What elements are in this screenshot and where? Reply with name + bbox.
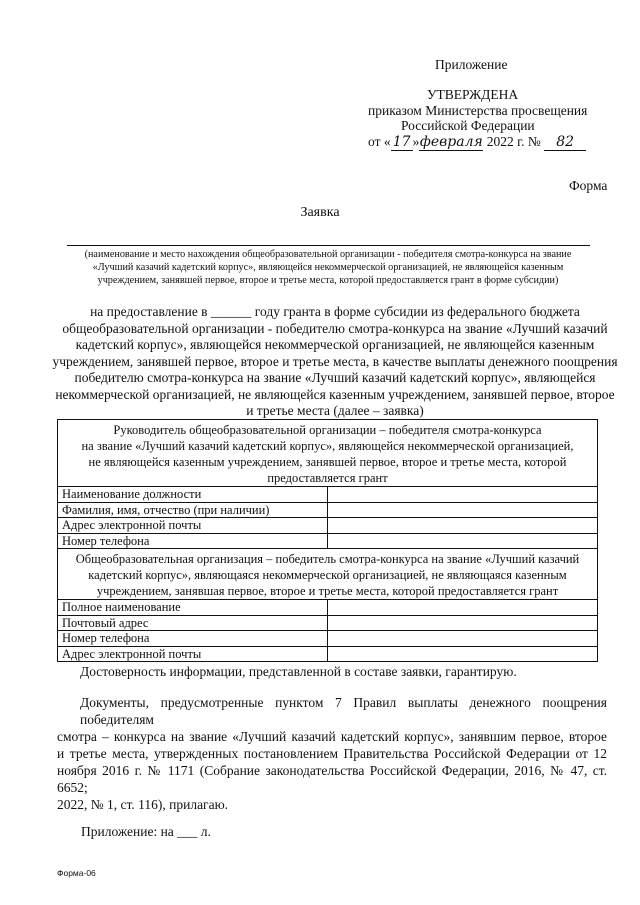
table-row bbox=[58, 615, 598, 631]
row-label: Адрес электронной почты bbox=[58, 518, 328, 534]
leader-section-header bbox=[58, 420, 598, 487]
value-cell[interactable] bbox=[328, 518, 598, 534]
documents-paragraph bbox=[57, 694, 607, 813]
organization-section-header bbox=[58, 549, 598, 600]
documents-line: 2022, № 1, ст. 116), прилагаю. bbox=[57, 797, 229, 812]
table-row bbox=[58, 600, 598, 616]
documents-line: ноября 2016 г. № 1171 (Собрание законодательства Российской Федерации, 2016, № 47, ст. 6652; bbox=[57, 763, 607, 795]
date-mid: » bbox=[412, 134, 420, 149]
table-row bbox=[58, 533, 598, 549]
row-label: Фамилия, имя, отчество (при наличии) bbox=[58, 502, 328, 518]
request-text bbox=[40, 304, 630, 420]
header-line: учреждением, занявшая первое, второе и третье места, которой предоставляется грант bbox=[96, 584, 559, 598]
request-line: кадетский корпус», являющейся некоммерческой организацией, не являющейся казенным bbox=[75, 337, 595, 352]
guarantee-text: Достоверность информации, представленной в составе заявки, гарантирую. bbox=[80, 664, 517, 679]
form-label: Форма bbox=[569, 178, 608, 193]
date-month: февраля bbox=[419, 134, 483, 150]
date-day: 17 bbox=[391, 134, 413, 151]
caption-line: учреждением, занявшей первое, второе и третье места, которой предоставляется грант в форме субсидии) bbox=[97, 275, 559, 286]
header-line: на звание «Лучший казачий кадетский корпус», являющейся некоммерческой организацией, bbox=[81, 439, 574, 453]
value-cell[interactable] bbox=[328, 600, 598, 616]
application-table bbox=[57, 419, 598, 662]
documents-line: Документы, предусмотренные пунктом 7 Правил выплаты денежного поощрения победителям bbox=[80, 695, 607, 727]
value-cell[interactable] bbox=[328, 502, 598, 518]
order-line-2: Российской Федерации bbox=[401, 118, 535, 133]
row-label: Наименование должности bbox=[58, 487, 328, 503]
request-line: и третье места (далее – заявка) bbox=[246, 403, 424, 418]
header-line: предоставляется грант bbox=[267, 471, 388, 485]
section-head-row bbox=[58, 420, 598, 487]
footer-form-code: Форма-06 bbox=[57, 868, 96, 878]
table-row bbox=[58, 518, 598, 534]
row-label: Полное наименование bbox=[58, 600, 328, 616]
header-line: кадетский корпус», являющаяся некоммерческой организацией, не являющаяся казенным bbox=[88, 568, 567, 582]
documents-line: и третье места, утвержденных постановлением Правительства Российской Федерации от 12 bbox=[57, 746, 607, 761]
caption-line: «Лучший казачий кадетский корпус», являющейся некоммерческой организацией, не являющейся казенным bbox=[92, 262, 564, 273]
appendix-label: Приложение bbox=[435, 57, 508, 72]
header-line: Руководитель общеобразовательной организации – победителя смотра-конкурса bbox=[113, 423, 542, 437]
header-line: не являющейся казенным учреждением, занявшей первое, второе и третье места, которой bbox=[88, 455, 567, 469]
organization-caption bbox=[50, 248, 606, 287]
request-line: общеобразовательной организации - победителю смотра-конкурса на звание «Лучший казачий bbox=[62, 320, 608, 336]
order-line-1: приказом Министерства просвещения bbox=[368, 103, 588, 118]
value-cell[interactable] bbox=[328, 646, 598, 662]
documents-line: смотра – конкурса на звание «Лучший казачий кадетский корпус», занявшим первое, второе bbox=[57, 729, 607, 744]
row-label: Номер телефона bbox=[58, 631, 328, 647]
order-number: 82 bbox=[544, 134, 586, 151]
request-line: победителю смотра-конкурса на звание «Лучший казачий кадетский корпус», являющейся bbox=[74, 370, 596, 385]
value-cell[interactable] bbox=[328, 615, 598, 631]
table-row bbox=[58, 646, 598, 662]
table-row bbox=[58, 487, 598, 503]
approved-label: УТВЕРЖДЕНА bbox=[427, 87, 519, 102]
date-year: 2022 г. № bbox=[486, 134, 541, 149]
table-row bbox=[58, 502, 598, 518]
order-date-line bbox=[368, 134, 586, 151]
attachment-text: Приложение: на ___ л. bbox=[81, 824, 211, 839]
value-cell[interactable] bbox=[328, 631, 598, 647]
caption-line: (наименование и место нахождения общеобразовательной организации - победителя смотра-конкурса на звание bbox=[84, 249, 572, 260]
document-title: Заявка bbox=[300, 205, 340, 220]
row-label: Почтовый адрес bbox=[58, 615, 328, 631]
request-line: на предоставление в ______ году гранта в форме субсидии из федерального бюджета bbox=[90, 304, 580, 319]
request-line: некоммерческой организацией, не являющейся казенным учреждением, занявшей первое, второе bbox=[55, 386, 615, 402]
value-cell[interactable] bbox=[328, 533, 598, 549]
section-head-row bbox=[58, 549, 598, 600]
date-prefix: от « bbox=[368, 134, 391, 149]
organization-name-line bbox=[67, 245, 590, 246]
table-row bbox=[58, 631, 598, 647]
row-label: Адрес электронной почты bbox=[58, 646, 328, 662]
request-line: учреждением, занявшей первое, второе и третье места, в качестве выплаты денежного поощрения bbox=[52, 353, 618, 369]
header-line: Общеобразовательная организация – победитель смотра-конкурса на звание «Лучший казачий bbox=[75, 552, 580, 566]
value-cell[interactable] bbox=[328, 487, 598, 503]
row-label: Номер телефона bbox=[58, 533, 328, 549]
